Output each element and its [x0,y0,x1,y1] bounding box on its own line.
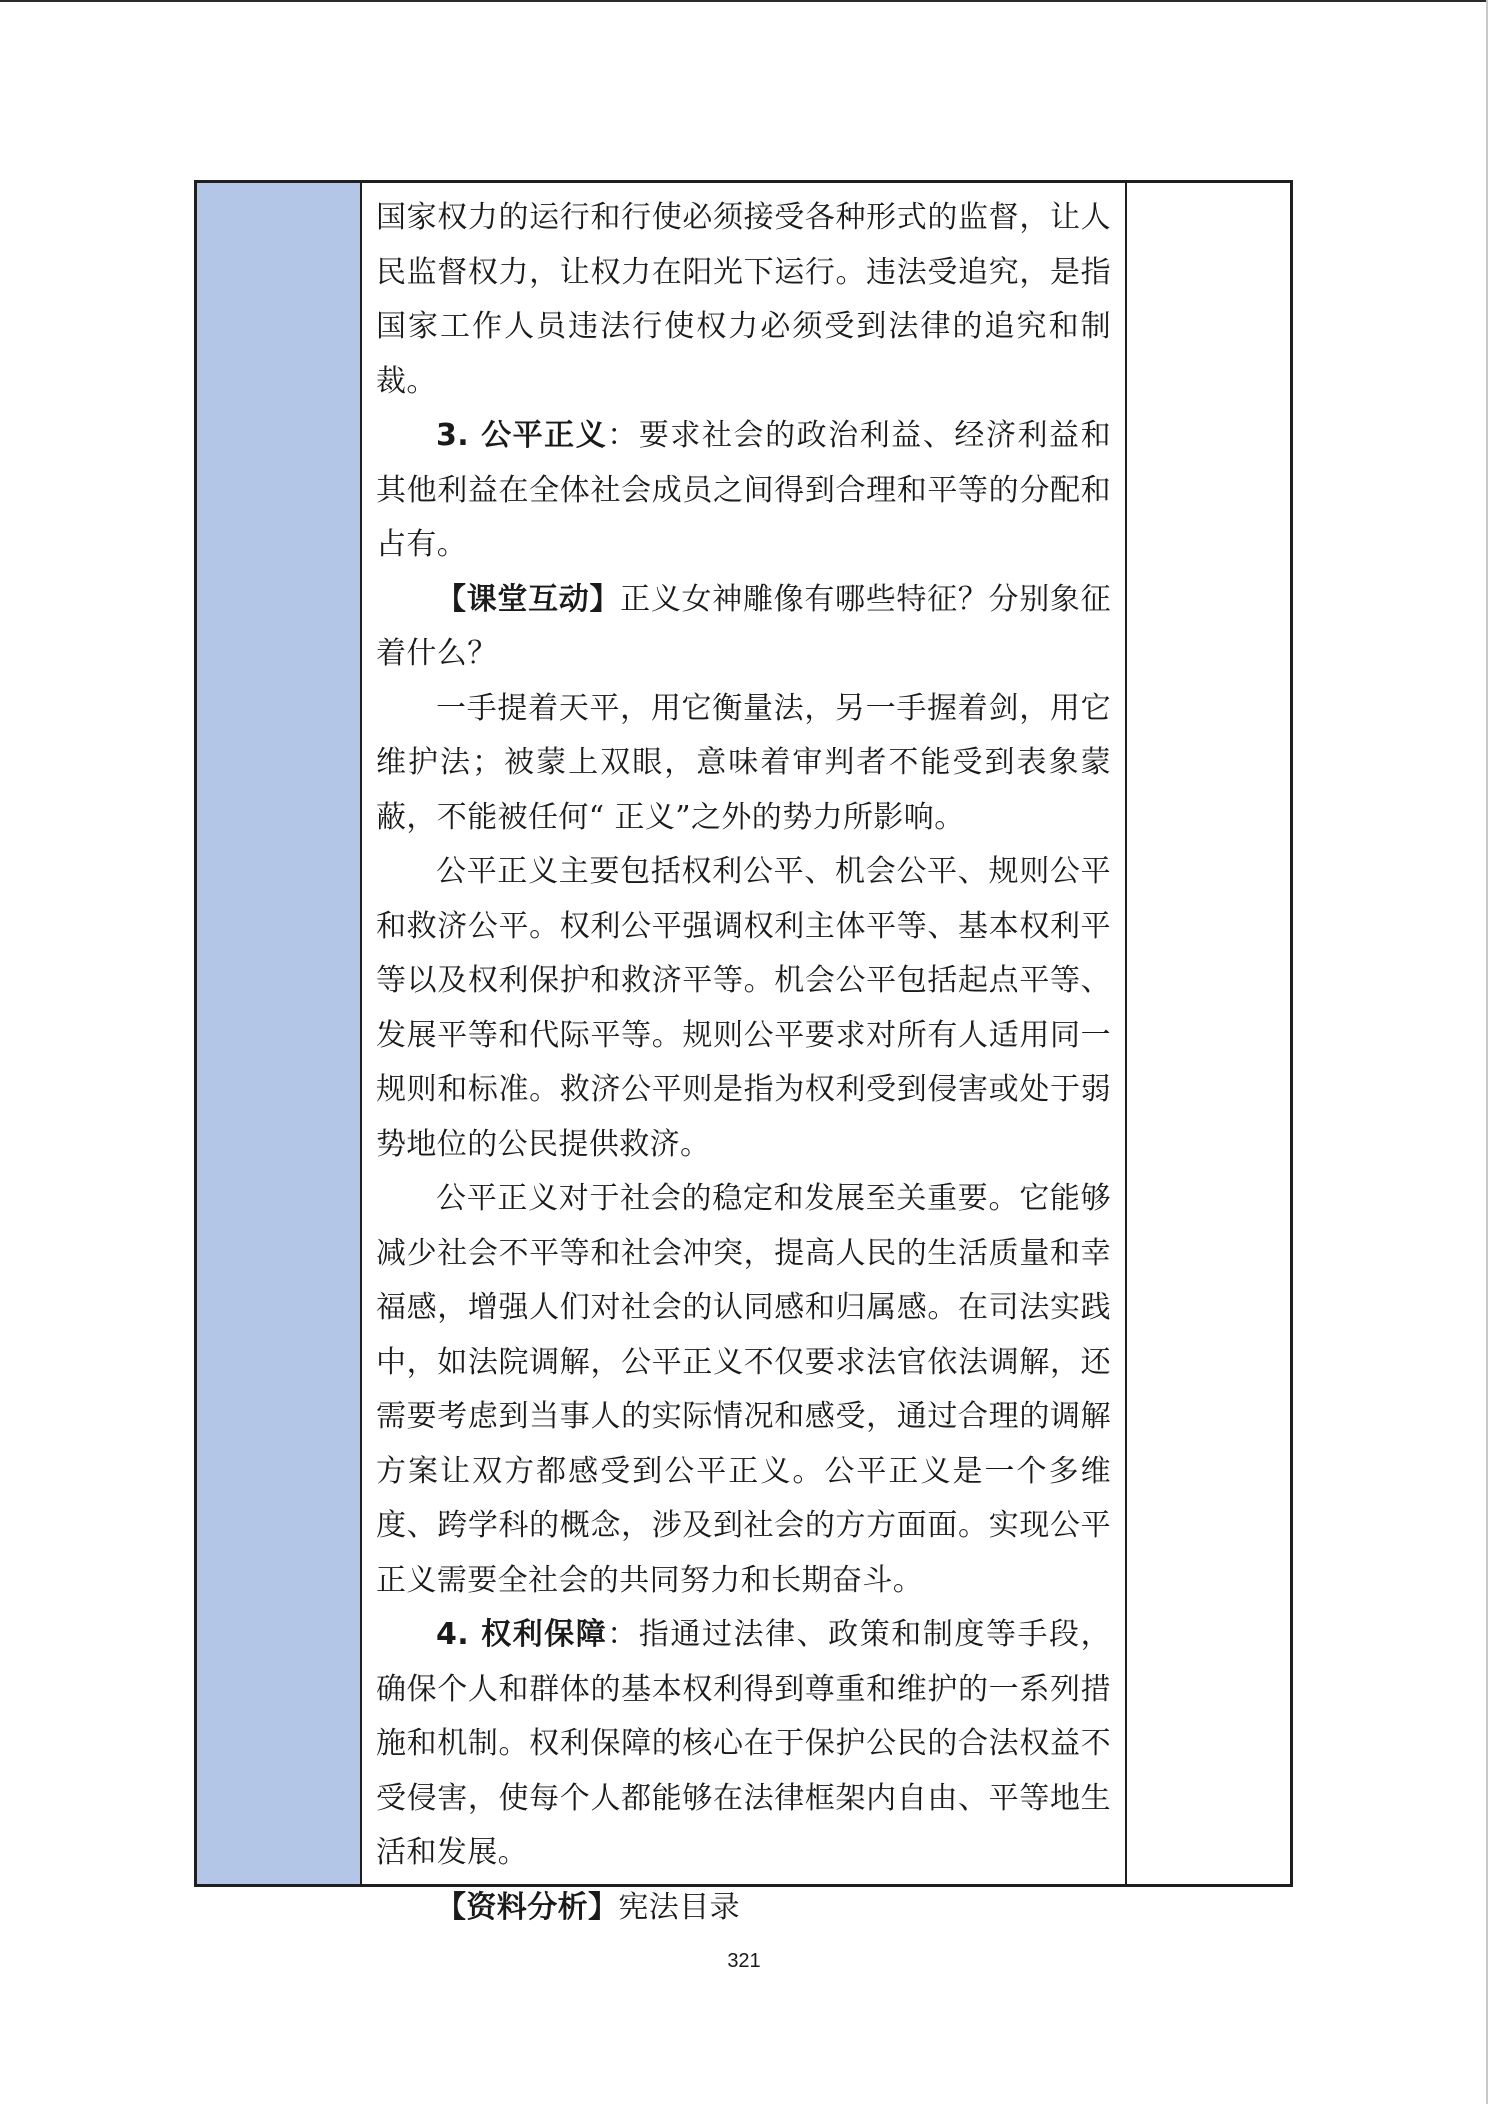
heading-rights-protection: 4. 权利保障 [436,1617,608,1652]
text-rights-protection: ：指通过法律、政策和制度等手段，确保个人和群体的基本权利得到尊重和维护的一系列措施和机制。权利保障的核心在于保护公民的合法权益不受侵害，使每个人都能够在法律框架内自由、平等地生活和发展。 [376,1617,1112,1870]
paragraph-classroom-interaction [376,573,1111,682]
paragraph-justice-statue: 一手提着天平，用它衡量法，另一手握着剑，用它维护法；被蒙上双眼，意味着审判者不能受到表象蒙蔽，不能被任何“ 正义”之外的势力所影响。 [376,690,1111,835]
paragraph-fairness-justice [376,409,1111,573]
heading-fairness-justice: 3. 公平正义 [436,418,608,453]
text-fairness-justice: ：要求社会的政治利益、经济利益和其他利益在全体社会成员之间得到合理和平等的分配和占有。 [376,418,1112,562]
left-shaded-column [197,183,362,1884]
main-content-column [362,183,1127,1925]
text-classroom-interaction: 正义女神雕像有哪些特征？分别象征着什么？ [376,581,1111,671]
paragraph-supervision: 国家权力的运行和行使必须接受各种形式的监督，让人民监督权力，让权力在阳光下运行。违法受追究，是指国家工作人员违法行使权力必须受到法律的追究和制裁。 [376,200,1111,399]
paragraph-rights-protection [376,1608,1111,1881]
page-number: 321 [727,1950,761,1972]
paragraph-fairness-importance: 公平正义对于社会的稳定和发展至关重要。它能够减少社会不平等和社会冲突，提高人民的生活质量和幸福感，增强人们对社会的认同感和归属感。在司法实践中，如法院调解，公平正义不仅要求法官依法调解，还需要考虑到当事人的实际情况和感受，通过合理的调解方案让双方都感受到公平正义。公平正义是一个多维度、跨学科的概念，涉及到社会的方方面面。实现公平正义需要全社会的共同努力和长期奋斗。 [376,1181,1111,1598]
lesson-table [194,180,1293,1925]
page-top-edge [0,0,1488,2]
text-material-analysis: 宪法目录 [618,1889,741,1925]
heading-material-analysis: 【资料分析】 [436,1889,619,1925]
heading-classroom-interaction: 【课堂互动】 [436,581,621,617]
paragraph-material-analysis [376,1881,1111,1936]
paragraph-fairness-types: 公平正义主要包括权利公平、机会公平、规则公平和救济公平。权利公平强调权利主体平等、基本权利平等以及权利保护和救济平等。机会公平包括起点平等、发展平等和代际平等。规则公平要求对所有人适用同一规则和标准。救济公平则是指为权利受到侵害或处于弱势地位的公民提供救济。 [376,854,1111,1162]
right-empty-column [1127,183,1290,1884]
